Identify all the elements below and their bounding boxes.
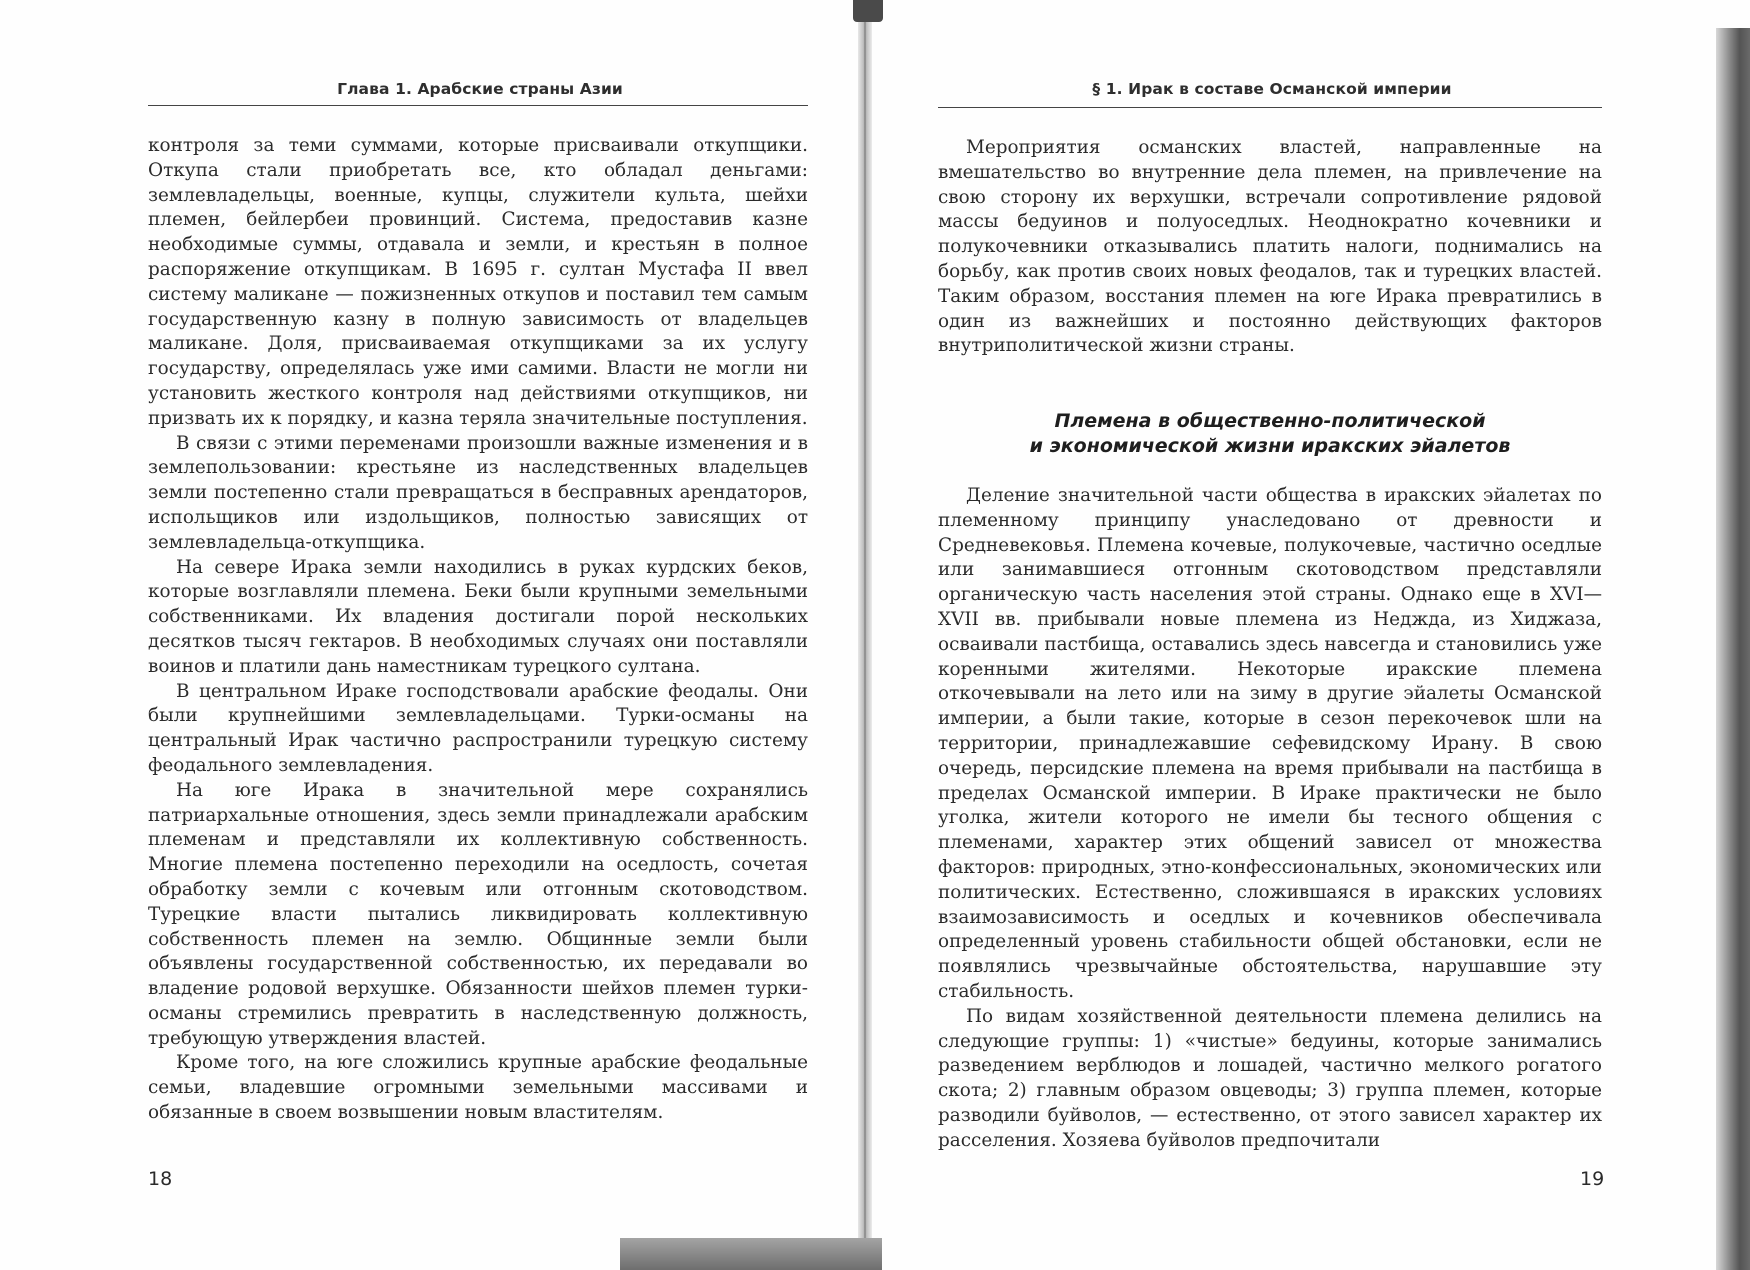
page-number-left: 18 xyxy=(148,1168,173,1190)
running-head-left: Глава 1. Арабские страны Азии xyxy=(337,80,623,98)
page-edge-shadow xyxy=(1716,28,1750,1270)
binding-shadow xyxy=(853,0,883,22)
paragraph: На севере Ирака земли находились в руках курдских беков, которые возглавляли племена. Беки были крупными земельными собственниками. Их владения достигали порой нескольких десятков тысяч гектаров. В необходимых случаях они поставляли воинов и платили дань наместникам турецкого султана. xyxy=(148,556,808,677)
paragraph: По видам хозяйственной деятельности племена делились на следующие группы: 1) «чистые» бедуины, которые занимались разведением верблюдов и лошадей, частично мелкого рогатого скота; 2) главным образом овцеводы; 3) группа племен, которые разводили буйволов, — естественно, от этого зависел характер их расселения. Хозяева буйволов предпочитали xyxy=(938,1005,1602,1151)
book-gutter xyxy=(858,0,872,1270)
right-page xyxy=(872,0,1750,1270)
right-page-body xyxy=(938,484,1602,1154)
header-rule-right xyxy=(938,107,1602,108)
paragraph: Кроме того, на юге сложились крупные арабские феодальные семьи, владевшие огромными земельными массивами и обязанные в своем возвышении новым властителям. xyxy=(148,1052,808,1124)
section-heading-line: и экономической жизни иракских эйалетов xyxy=(1029,435,1511,457)
paragraph: Деление значительной части общества в иракских эйалетах по племенному принципу унаследовано от древности и Средневековья. Племена кочевые, полукочевые, частично оседлые или занимавшиеся отгонным скотоводством представляли органическую часть населения этой страны. Однако еще в XVI—XVII вв. прибывали новые племена из Неджда, из Хиджаза, осваивали пастбища, оставались здесь навсегда и становились уже коренными жителями. Некоторые иракские племена откочевывали на лето или на зиму в другие эйалеты Османской империи, а были такие, которые в сезон перекочевок шли на территории, принадлежавшие сефевидскому Ирану. В свою очередь, персидские племена на время прибывали на пастбища в пределах Османской империи. В Ираке практически не было уголка, жители которого не имели бы тесного общения с племенами, характер этих общений зависел от множества факторов: природных, этно-конфессиональных, экономических или политических. Естественно, сложившаяся в иракских условиях взаимозависимость и оседлых и кочевников обеспечивала определенный уровень стабильности общей обстановки, если не появлялись чрезвычайные обстоятельства, нарушавшие эту стабильность. xyxy=(938,485,1602,1002)
paragraph: В центральном Ираке господствовали арабские феодалы. Они были крупнейшими землевладельцами. Турки-османы на центральный Ирак частично распространили турецкую систему феодального землевладения. xyxy=(148,680,808,776)
header-rule-left xyxy=(148,105,808,106)
left-page-body xyxy=(148,134,808,1126)
left-page xyxy=(0,0,860,1270)
paragraph: контроля за теми суммами, которые присваивали откупщики. Откупа стали приобретать все, кто обладал деньгами: землевладельцы, военные, купцы, служители культа, шейхи племен, бейлербеи провинций. Система, предоставив казне необходимые суммы, отдавала и земли, и крестьян в полное распоряжение откупщикам. В 1695 г. султан Мустафа II ввел систему маликане — пожизненных откупов и поставил тем самым государственную казну в полную зависимость от владельцев маликане. Доля, присваиваемая откупщиками за их услугу государству, определялась уже ими самими. Власти не могли ни установить жесткого контроля над действиями откупщиков, ни призвать их к порядку, и казна теряла значительные поступления. xyxy=(148,135,808,429)
running-head-right: § 1. Ирак в составе Османской империи xyxy=(1092,80,1452,98)
right-page-intro xyxy=(938,136,1602,359)
page-number-right: 19 xyxy=(1580,1168,1605,1190)
paragraph: Мероприятия османских властей, направленные на вмешательство во внутренние дела племен, на привлечение на свою сторону их верхушки, встречали сопротивление рядовой массы бедуинов и полуоседлых. Неоднократно кочевники и полукочевники отказывались платить налоги, поднимались на борьбу, как против своих новых феодалов, так и турецких властей. Таким образом, восстания племен на юге Ирака превратились в один из важнейших и постоянно действующих факторов внутриполитической жизни страны. xyxy=(938,137,1602,357)
paragraph: В связи с этими переменами произошли важные изменения и в землепользовании: крестьяне из наследственных владельцев земли постепенно стали превращаться в бесправных арендаторов, испольщиков или издольщиков, полностью зависящих от землевладельца-откупщика. xyxy=(148,432,808,553)
section-heading xyxy=(938,409,1602,459)
section-heading-line: Племена в общественно-политической xyxy=(1054,410,1486,432)
paragraph: На юге Ирака в значительной мере сохранялись патриархальные отношения, здесь земли принадлежали арабским племенам и представляли их коллективную собственность. Многие племена постепенно переходили на оседлость, сочетая обработку земли с кочевым или отгонным скотоводством. Турецкие власти пытались ликвидировать коллективную собственность племен на землю. Общинные земли были объявлены государственной собственностью, их передавали во владение родовой верхушке. Обязанности шейхов племен турки-османы стремились превратить в наследственную должность, требующую утверждения властей. xyxy=(148,779,808,1049)
scanner-edge xyxy=(620,1238,882,1270)
